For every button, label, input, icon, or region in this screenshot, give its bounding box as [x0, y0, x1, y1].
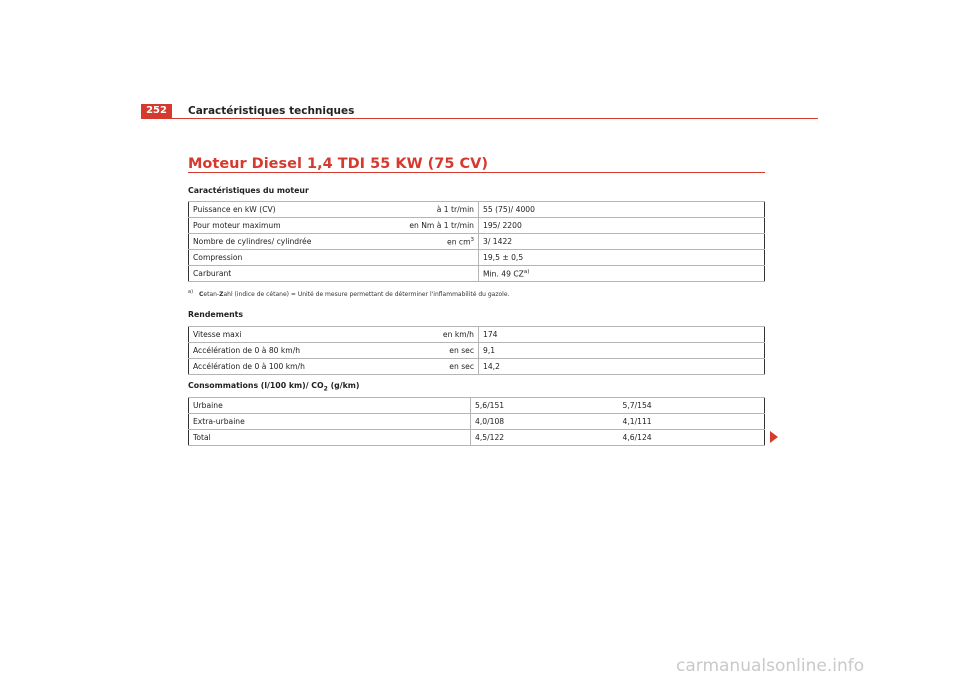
consumption-heading-post: (g/km) — [327, 381, 360, 390]
watermark: carmanualsonline.info — [676, 656, 865, 676]
footnote-z: Z — [219, 291, 224, 298]
running-title: Caractéristiques techniques — [188, 105, 355, 117]
row-label: Compression — [189, 250, 359, 266]
row-label: Puissance en kW (CV) — [189, 202, 359, 218]
footnote-etan: etan- — [203, 291, 220, 298]
footnote-mark: a) — [188, 289, 194, 295]
table-row — [189, 234, 765, 250]
row-label: Carburant — [189, 266, 359, 282]
row-value-1: 5,6/151 — [471, 398, 619, 414]
table-row — [189, 266, 765, 282]
row-value: 3/ 1422 — [479, 234, 765, 250]
row-value: 9,1 — [479, 343, 765, 359]
engine-heading: Caractéristiques du moteur — [188, 186, 309, 195]
row-value: 55 (75)/ 4000 — [479, 202, 765, 218]
consumption-heading-sub: 2 — [323, 385, 328, 393]
row-unit: en km/h — [359, 327, 479, 343]
row-label: Pour moteur maximum — [189, 218, 359, 234]
table-row — [189, 218, 765, 234]
row-value-1: 4,5/122 — [471, 430, 619, 446]
row-label: Nombre de cylindres/ cylindrée — [189, 234, 359, 250]
table-row — [189, 202, 765, 218]
footnote-text: ahl (indice de cétane) = Unité de mesure permettant de déterminer l'inflammabilité du gazole. — [223, 291, 510, 298]
row-unit: en sec — [359, 343, 479, 359]
row-label: Total — [189, 430, 471, 446]
section-rule — [188, 172, 765, 173]
row-label: Urbaine — [189, 398, 471, 414]
row-label: Vitesse maxi — [189, 327, 359, 343]
unit-superscript: 3 — [470, 236, 474, 243]
next-page-arrow-icon — [770, 431, 778, 443]
row-unit: en Nm à 1 tr/min — [359, 218, 479, 234]
header-rule — [141, 118, 818, 119]
section-title: Moteur Diesel 1,4 TDI 55 KW (75 CV) — [188, 156, 488, 172]
table-row — [189, 398, 765, 414]
row-value: 19,5 ± 0,5 — [479, 250, 765, 266]
row-value-1: 4,0/108 — [471, 414, 619, 430]
performance-table — [188, 326, 765, 375]
footnote-c: C — [199, 291, 204, 298]
consumption-heading-pre: Consommations (l/100 km)/ CO — [188, 381, 324, 390]
row-label: Extra-urbaine — [189, 414, 471, 430]
engine-table — [188, 201, 765, 282]
row-value-2: 5,7/154 — [619, 398, 765, 414]
table-row — [189, 343, 765, 359]
row-value-2: 4,6/124 — [619, 430, 765, 446]
table-row — [189, 359, 765, 375]
row-unit: à 1 tr/min — [359, 202, 479, 218]
row-value-2: 4,1/111 — [619, 414, 765, 430]
table-row — [189, 430, 765, 446]
table-row — [189, 250, 765, 266]
consumption-heading — [188, 381, 359, 395]
consumption-table — [188, 397, 765, 446]
row-unit — [359, 250, 479, 266]
footnote-ref: a) — [523, 268, 530, 275]
row-label: Accélération de 0 à 80 km/h — [189, 343, 359, 359]
table-row — [189, 327, 765, 343]
row-value: 14,2 — [479, 359, 765, 375]
performance-heading: Rendements — [188, 310, 244, 319]
row-unit — [359, 234, 479, 250]
unit-text: en cm — [447, 237, 471, 247]
table-row — [189, 414, 765, 430]
row-value: 195/ 2200 — [479, 218, 765, 234]
row-label: Accélération de 0 à 100 km/h — [189, 359, 359, 375]
row-unit: en sec — [359, 359, 479, 375]
page-number: 252 — [141, 104, 172, 118]
row-unit — [359, 266, 479, 282]
value-text: Min. 49 CZ — [483, 269, 524, 279]
row-value: 174 — [479, 327, 765, 343]
row-value — [479, 266, 765, 282]
footnote — [188, 289, 509, 298]
